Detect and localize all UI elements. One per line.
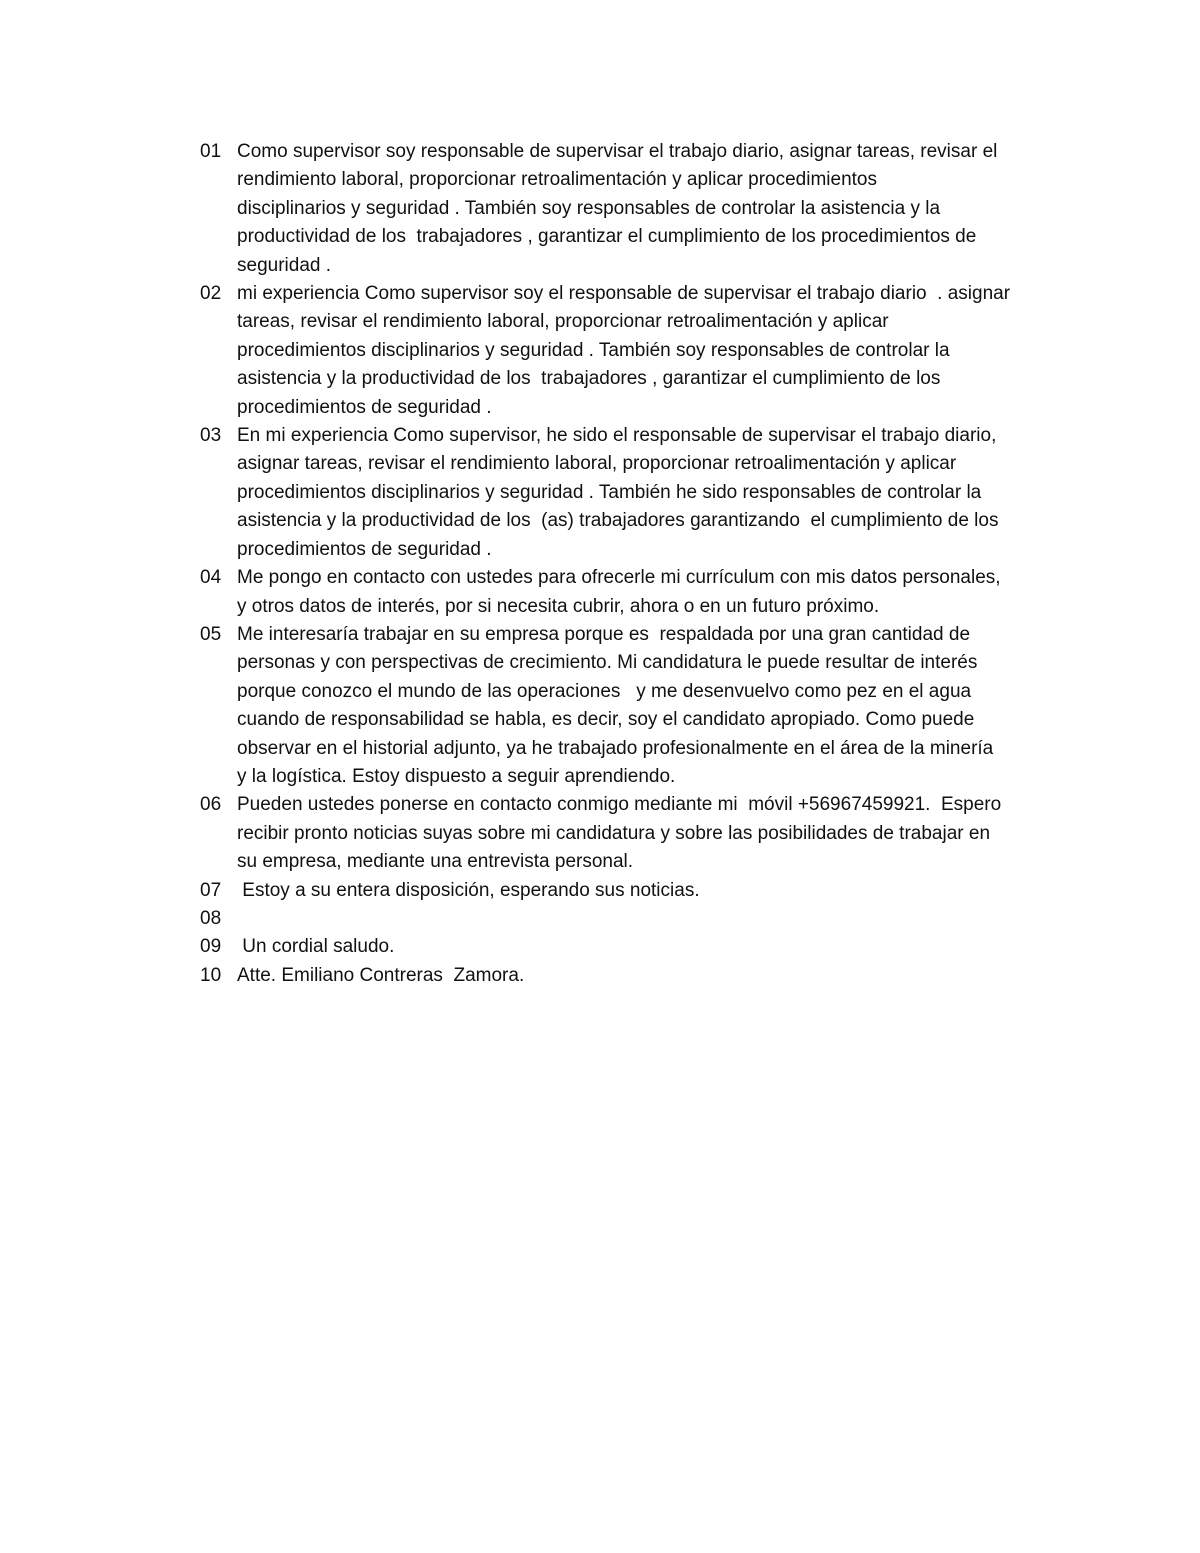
item-number: 04: [200, 567, 222, 589]
list-item-08: [200, 905, 1050, 933]
list-item-07: [200, 877, 1050, 905]
item-number: 01: [200, 141, 222, 162]
text-line: disciplinarios y seguridad . También soy responsables de controlar la asistencia y la: [237, 197, 941, 219]
text-line: asistencia y la productividad de los trabajadores , garantizar el cumplimiento de los: [237, 368, 941, 390]
item-number: 09: [200, 936, 222, 958]
text-line: asistencia y la productividad de los (as) trabajadores garantizando el cumplimiento de los: [237, 510, 999, 532]
text-line: porque conozco el mundo de las operaciones y me desenvuelvo como pez en el agua: [237, 680, 972, 702]
text-line: procedimientos de seguridad .: [237, 538, 492, 560]
item-text: [237, 280, 1050, 422]
text-line: recibir pronto noticias suyas sobre mi candidatura y sobre las posibilidades de trabajar en: [237, 822, 991, 844]
item-text: [237, 791, 1050, 876]
item-number: 05: [200, 623, 222, 645]
text-line: y otros datos de interés, por si necesita cubrir, ahora o en un futuro próximo.: [237, 595, 880, 617]
list-item-02: [200, 280, 1050, 422]
text-line: Me interesaría trabajar en su empresa porque es respaldada por una gran cantidad de: [237, 623, 971, 645]
numbered-list: [200, 138, 1050, 990]
text-line: su empresa, mediante una entrevista personal.: [237, 851, 634, 873]
list-item-06: [200, 791, 1050, 876]
item-text: [237, 905, 1050, 933]
text-line: productividad de los trabajadores , garantizar el cumplimiento de los procedimientos de: [237, 226, 977, 248]
text-line: procedimientos disciplinarios y seguridad . También he sido responsables de controlar la: [237, 481, 982, 503]
text-line: seguridad .: [237, 254, 332, 276]
item-text: [237, 933, 1050, 961]
text-line: Me pongo en contacto con ustedes para ofrecerle mi currículum con mis datos personales,: [237, 567, 1001, 589]
text-line: cuando de responsabilidad se habla, es decir, soy el candidato apropiado. Como puede: [237, 709, 975, 731]
item-number: 10: [200, 964, 222, 986]
text-line: asignar tareas, revisar el rendimiento laboral, proporcionar retroalimentación y aplicar: [237, 453, 957, 475]
text-line: personas y con perspectivas de crecimiento. Mi candidatura le puede resultar de interés: [237, 652, 978, 674]
text-line: Atte. Emiliano Contreras Zamora.: [237, 964, 525, 986]
list-item-04: [200, 564, 1050, 621]
list-item-05: [200, 621, 1050, 791]
text-line: procedimientos disciplinarios y seguridad . También soy responsables de controlar la: [237, 339, 950, 361]
text-line: Un cordial saludo.: [237, 936, 395, 958]
text-line: En mi experiencia Como supervisor, he sido el responsable de supervisar el trabajo diario,: [237, 425, 997, 447]
list-item-03: [200, 422, 1050, 564]
item-text: [237, 422, 1050, 564]
item-text: [237, 877, 1050, 905]
list-item-01: [200, 138, 1050, 280]
text-line: tareas, revisar el rendimiento laboral, proporcionar retroalimentación y aplicar: [237, 311, 889, 333]
text-line: y la logística. Estoy dispuesto a seguir aprendiendo.: [237, 765, 676, 787]
text-line: Pueden ustedes ponerse en contacto conmigo mediante mi móvil +56967459921. Espero: [237, 794, 1002, 816]
item-number: 07: [200, 879, 222, 901]
item-text: [237, 621, 1050, 791]
text-line: procedimientos de seguridad .: [237, 396, 492, 418]
text-line: observar en el historial adjunto, ya he trabajado profesionalmente en el área de la minería: [237, 737, 994, 759]
list-item-10: [200, 962, 1050, 990]
item-number: 06: [200, 794, 222, 816]
item-number: 02: [200, 283, 222, 305]
text-line: Estoy a su entera disposición, esperando sus noticias.: [237, 879, 700, 901]
item-text: [237, 564, 1050, 621]
text-line: mi experiencia Como supervisor soy el responsable de supervisar el trabajo diario . asignar: [237, 283, 1011, 305]
item-number: 03: [200, 425, 222, 447]
item-text: [237, 138, 1050, 280]
list-item-09: [200, 933, 1050, 961]
text-line: Como supervisor soy responsable de supervisar el trabajo diario, asignar tareas, revisar el: [237, 141, 998, 162]
item-text: [237, 962, 1050, 990]
text-line: rendimiento laboral, proporcionar retroalimentación y aplicar procedimientos: [237, 169, 877, 191]
item-number: 08: [200, 907, 222, 929]
